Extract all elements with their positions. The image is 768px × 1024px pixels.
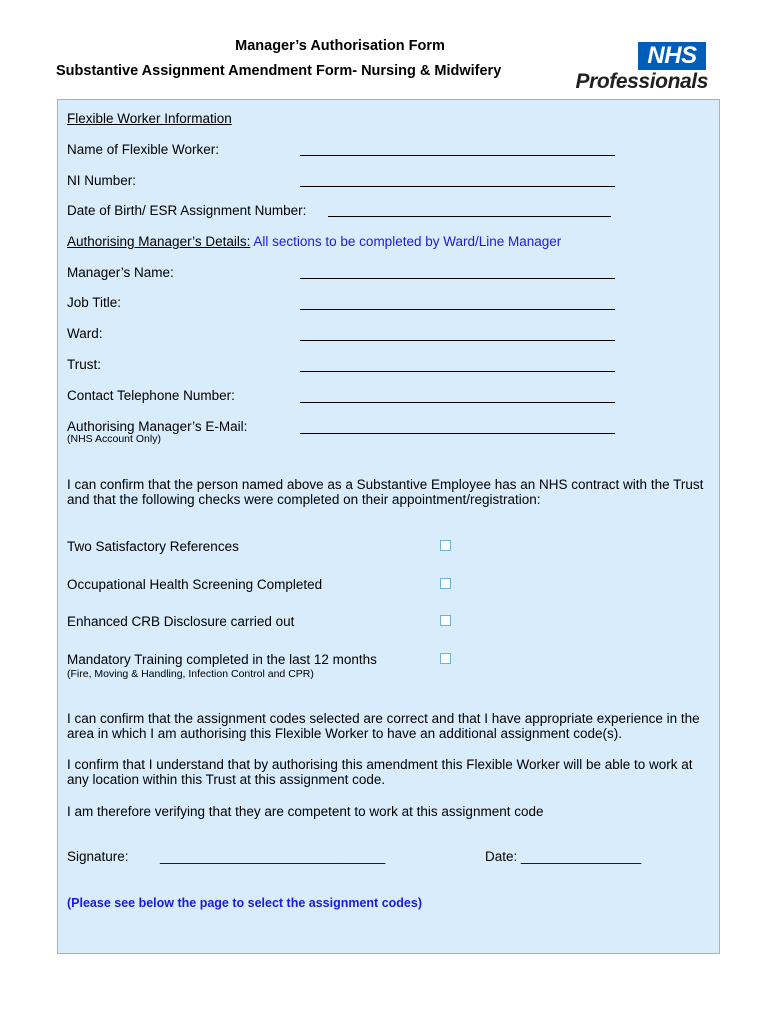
trust-field[interactable] <box>300 371 615 372</box>
contact-phone-field[interactable] <box>300 402 615 403</box>
worker-name-label: Name of Flexible Worker: <box>67 142 220 157</box>
job-title-label: Job Title: <box>67 295 122 310</box>
nhs-logo-box: NHS <box>638 42 706 70</box>
competency-paragraph: I am therefore verifying that they are competent to work at this assignment code <box>67 804 544 819</box>
worker-name-field[interactable] <box>300 155 615 156</box>
check-training-note: (Fire, Moving & Handling, Infection Control and CPR) <box>67 668 314 680</box>
checkbox-crb[interactable] <box>440 615 451 626</box>
contact-phone-label: Contact Telephone Number: <box>67 388 235 403</box>
check-label-training: Mandatory Training completed in the last 12 months <box>67 652 377 667</box>
manager-email-label: Authorising Manager’s E-Mail: <box>67 419 248 434</box>
checkbox-health-screening[interactable] <box>440 578 451 589</box>
ni-number-label: NI Number: <box>67 173 137 188</box>
signature-field[interactable]: ______________________________ <box>160 849 386 864</box>
manager-email-field[interactable] <box>300 433 615 434</box>
form-subtitle: Substantive Assignment Amendment Form- Nursing & Midwifery <box>56 63 502 79</box>
check-label-references: Two Satisfactory References <box>67 539 239 554</box>
form-panel <box>57 99 720 954</box>
checkbox-training[interactable] <box>440 653 451 664</box>
worker-section-heading: Flexible Worker Information <box>67 111 232 126</box>
manager-section-heading: Authorising Manager’s Details: <box>67 234 251 249</box>
nhs-professionals-logo <box>566 42 708 94</box>
location-paragraph: I confirm that I understand that by authorising this amendment this Flexible Worker will be able to work at any location within this Trust at this assignment code. <box>67 757 693 787</box>
check-label-crb: Enhanced CRB Disclosure carried out <box>67 614 295 629</box>
date-label-row <box>485 849 641 864</box>
manager-name-label: Manager’s Name: <box>67 265 174 280</box>
ni-number-field[interactable] <box>300 186 615 187</box>
check-label-health-screening: Occupational Health Screening Completed <box>67 577 323 592</box>
trust-label: Trust: <box>67 357 102 372</box>
date-label: Date: <box>485 849 518 864</box>
form-title: Manager’s Authorisation Form <box>235 38 445 54</box>
job-title-field[interactable] <box>300 309 615 310</box>
ward-field[interactable] <box>300 340 615 341</box>
manager-section-heading-row <box>67 234 561 249</box>
manager-name-field[interactable] <box>300 278 615 279</box>
date-field[interactable]: ________________ <box>521 849 642 864</box>
ward-label: Ward: <box>67 326 103 341</box>
signature-label: Signature: <box>67 849 129 864</box>
assignment-codes-note: (Please see below the page to select the assignment codes) <box>67 896 422 910</box>
assignment-codes-paragraph: I can confirm that the assignment codes selected are correct and that I have appropriate experience in the area in which I am authorising this Flexible Worker to have an additional assignment code(s). <box>67 711 700 741</box>
checkbox-references[interactable] <box>440 540 451 551</box>
dob-esr-field[interactable] <box>328 216 611 217</box>
manager-section-note: All sections to be completed by Ward/Line Manager <box>253 234 562 249</box>
manager-email-note: (NHS Account Only) <box>67 433 161 445</box>
professionals-logo-text: Professionals <box>575 70 708 93</box>
dob-esr-label: Date of Birth/ ESR Assignment Number: <box>67 203 307 218</box>
confirm-paragraph: I can confirm that the person named above as a Substantive Employee has an NHS contract with the Trust and that the following checks were completed on their appointment/registration: <box>67 477 704 507</box>
